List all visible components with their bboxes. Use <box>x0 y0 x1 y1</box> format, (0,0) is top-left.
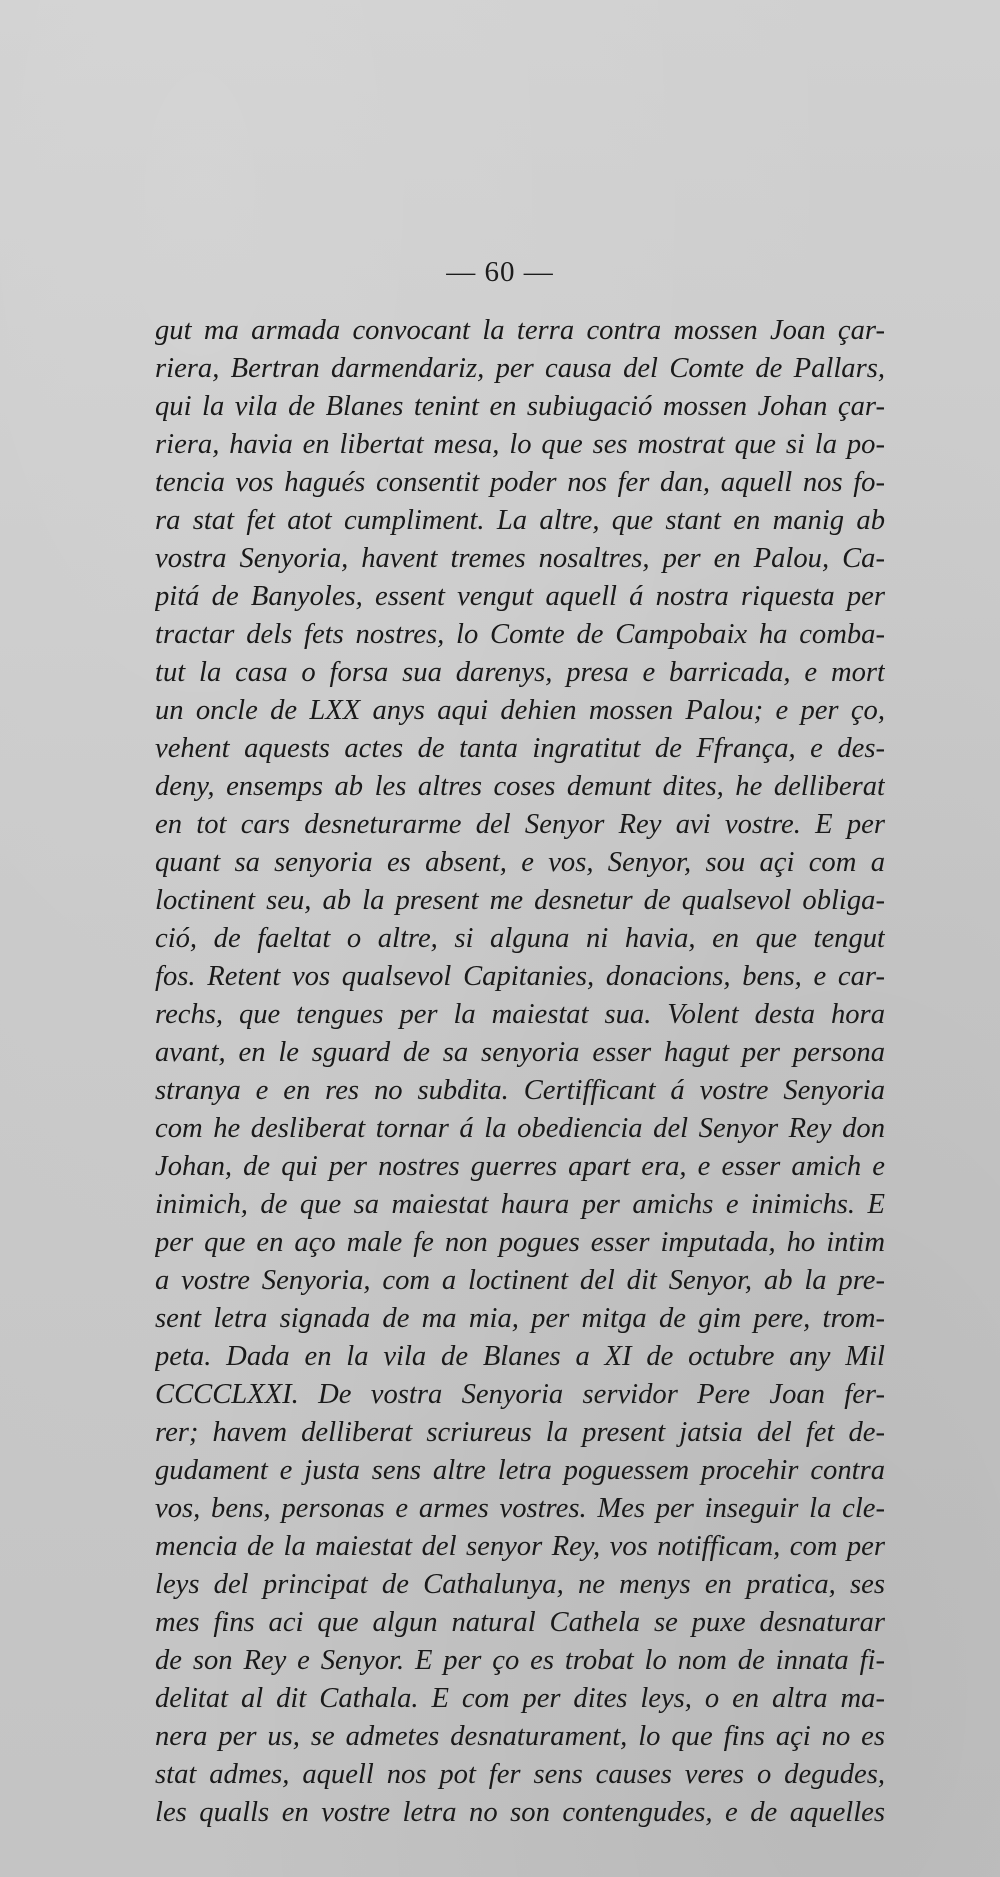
text-line: gut ma armada convocant la terra contra mossen Joan çar- <box>155 315 885 346</box>
text-line: inimich, de que sa maiestat haura per amichs e inimichs. E <box>155 1189 885 1220</box>
text-line: a vostre Senyoria, com a loctinent del dit Senyor, ab la pre- <box>155 1265 885 1296</box>
text-line: tencia vos hagués consentit poder nos fer dan, aquell nos fo- <box>155 467 885 498</box>
text-line: deny, ensemps ab les altres coses demunt dites, he delliberat <box>155 771 885 802</box>
text-line: riera, Bertran darmendariz, per causa del Comte de Pallars, <box>155 353 885 384</box>
text-line: gudament e justa sens altre letra poguessem procehir contra <box>155 1455 885 1486</box>
text-line: ció, de faeltat o altre, si alguna ni havia, en que tengut <box>155 923 885 954</box>
text-line: mencia de la maiestat del senyor Rey, vos notifficam, com per <box>155 1531 885 1562</box>
text-line: rer; havem delliberat scriureus la present jatsia del fet de- <box>155 1417 885 1448</box>
text-line: en tot cars desneturarme del Senyor Rey avi vostre. E per <box>155 809 885 840</box>
text-line: leys del principat de Cathalunya, ne menys en pratica, ses <box>155 1569 885 1600</box>
text-line: mes fins aci que algun natural Cathela se puxe desnaturar <box>155 1607 885 1638</box>
text-line: com he desliberat tornar á la obediencia del Senyor Rey don <box>155 1113 885 1144</box>
text-line: vehent aquests actes de tanta ingratitut de Ffrança, e des- <box>155 733 885 764</box>
text-line: quant sa senyoria es absent, e vos, Senyor, sou açi com a <box>155 847 885 878</box>
text-line: Johan, de qui per nostres guerres apart era, e esser amich e <box>155 1151 885 1182</box>
text-line: stat admes, aquell nos pot fer sens causes veres o degudes, <box>155 1759 885 1790</box>
page-number: — 60 — <box>446 256 554 288</box>
text-line: CCCCLXXI. De vostra Senyoria servidor Pere Joan fer- <box>155 1379 885 1410</box>
text-line: per que en açо male fe non pogues esser imputada, ho intim <box>155 1227 885 1258</box>
text-line: vos, bens, personas e armes vostres. Mes per inseguir la cle- <box>155 1493 885 1524</box>
text-line: sent letra signada de ma mia, per mitga de gim pere, trom- <box>155 1303 885 1334</box>
text-line: loctinent seu, ab la present me desnetur de qualsevol obliga- <box>155 885 885 916</box>
text-line: riera, havia en libertat mesa, lo que ses mostrat que si la po- <box>155 429 885 460</box>
body-text <box>155 312 885 1832</box>
text-line: nera per us, se admetes desnaturament, lo que fins açi no es <box>155 1721 885 1752</box>
text-line: fos. Retent vos qualsevol Capitanies, donacions, bens, e car- <box>155 961 885 992</box>
text-line: pitá de Banyoles, essent vengut aquell á nostra riquesta per <box>155 581 885 612</box>
text-line: tractar dels fets nostres, lo Comte de Campobaix ha comba- <box>155 619 885 650</box>
text-line: delitat al dit Cathala. E com per dites leys, o en altra ma- <box>155 1683 885 1714</box>
text-line: stranya e en res no subdita. Certifficant á vostre Senyoria <box>155 1075 885 1106</box>
text-line: avant, en le sguard de sa senyoria esser hagut per persona <box>155 1037 885 1068</box>
text-line: un oncle de LXX anys aqui dehien mossen Palou; e per ço, <box>155 695 885 726</box>
text-line: peta. Dada en la vila de Blanes a XI de octubre any Mil <box>155 1341 885 1372</box>
text-line: les qualls en vostre letra no son contengudes, e de aquelles <box>155 1797 885 1828</box>
text-line: vostra Senyoria, havent tremes nosaltres, per en Palou, Ca- <box>155 543 885 574</box>
text-line: qui la vila de Blanes tenint en subiugació mossen Johan çar- <box>155 391 885 422</box>
text-line: rechs, que tengues per la maiestat sua. Volent desta hora <box>155 999 885 1030</box>
text-line: ra stat fet atot cumpliment. La altre, que stant en manig ab <box>155 505 885 536</box>
text-line: tut la casa o forsa sua darenys, presa e barricada, e mort <box>155 657 885 688</box>
text-line: de son Rey e Senyor. E per ço es trobat lo nom de innata fi- <box>155 1645 885 1676</box>
